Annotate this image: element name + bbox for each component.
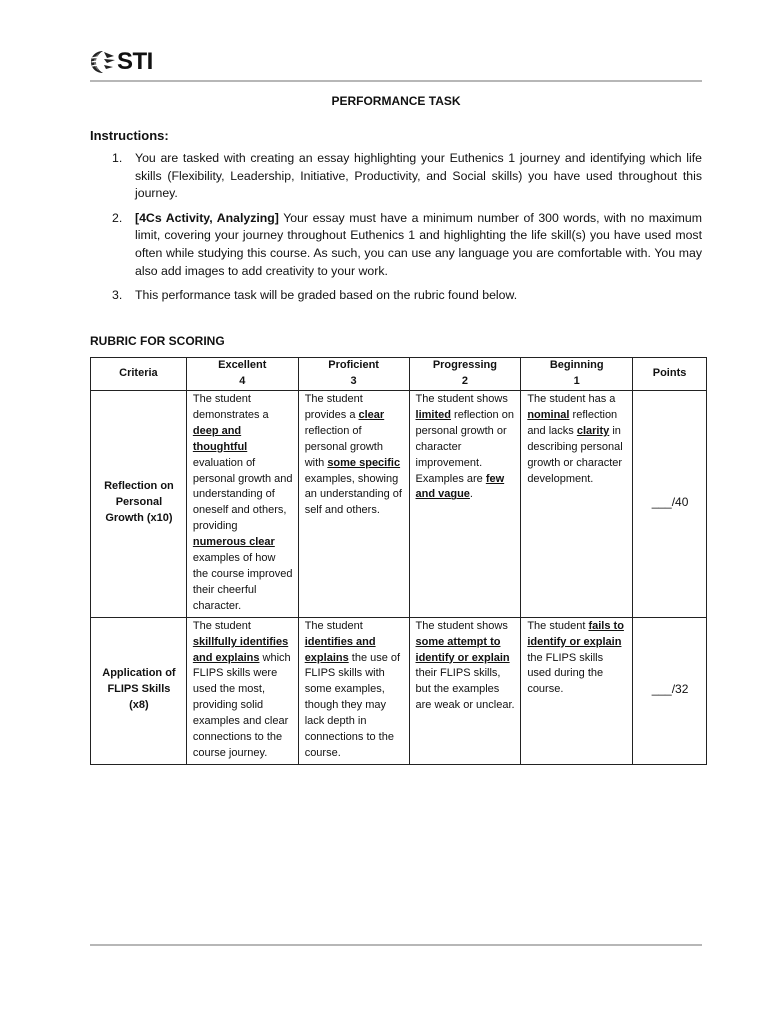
globe-icon — [90, 50, 116, 74]
cell-text: The student — [527, 619, 589, 632]
emphasis-text: clarity — [576, 424, 610, 437]
points-cell: ___/32 — [633, 617, 707, 764]
progressing-cell — [409, 617, 521, 764]
emphasis-text: deep and thoughtful — [192, 424, 248, 453]
excellent-cell — [186, 391, 298, 618]
cell-text: reflection of personal growth with — [304, 424, 383, 469]
cell-text: The student demonstrates a — [192, 393, 269, 421]
item-body: Your essay must have a minimum number of 300 words, with no maximum limit, covering your journey throughout Euthenics 1 and highlighting the life skill(s) you have used most often while studying this course. As such, you can use any language you are comfortable with. You may also add images to add creativity to your work. — [135, 210, 703, 278]
header-points: Points — [633, 358, 707, 391]
cell-text: examples, showing an understanding of self and others. — [304, 472, 402, 517]
emphasis-text: some specific — [327, 456, 401, 469]
cell-text: the use of FLIPS skills with some examples, though they may lack depth in connections to the course. — [304, 651, 401, 759]
cell-text: The student shows — [415, 619, 508, 632]
cell-text: The student — [304, 619, 363, 632]
header-score: 1 — [573, 375, 580, 387]
item-text: You are tasked with creating an essay highlighting your Euthenics 1 journey and identifying which life skills (Flexibility, Leadership, Initiative, Productivity, and Social skills) you have used throughout this journey. — [135, 151, 702, 201]
table-row — [91, 391, 707, 618]
cell-text: The student has a — [527, 393, 616, 405]
item-bold-prefix: [4Cs Activity, Analyzing] — [135, 210, 279, 225]
cell-text: The student shows — [415, 393, 508, 405]
progressing-cell — [409, 391, 521, 618]
footer-divider — [90, 944, 702, 946]
cell-text: the FLIPS skills used during the course. — [527, 651, 604, 696]
header-divider — [90, 80, 702, 82]
header-label: Beginning — [549, 359, 604, 372]
rubric-table — [90, 357, 707, 765]
header-score: 2 — [461, 375, 468, 387]
header-beginning — [521, 358, 633, 391]
emphasis-text: some attempt to identify or explain — [415, 635, 510, 664]
header-score: 4 — [239, 375, 246, 387]
emphasis-text: identifies and explains — [304, 635, 376, 664]
table-row — [91, 617, 707, 764]
cell-text: reflection and lacks — [527, 408, 618, 437]
proficient-cell — [298, 617, 409, 764]
header-excellent — [186, 358, 298, 391]
cell-text: evaluation of personal growth and understanding of oneself and others, providing — [192, 456, 293, 533]
list-item — [90, 210, 702, 280]
item-number: 3. — [112, 288, 123, 303]
emphasis-text: skillfully identifies and explains — [192, 635, 289, 664]
list-item — [90, 150, 702, 203]
instructions-heading: Instructions: — [90, 128, 169, 143]
cell-text: which FLIPS skills were used the most, providing solid examples and clear connections to the course journey. — [192, 651, 291, 759]
cell-text: examples of how the course improved their cheerful character. — [192, 552, 293, 612]
emphasis-text: few and vague — [415, 472, 505, 501]
instructions-list — [90, 150, 702, 312]
emphasis-text: limited — [415, 408, 451, 421]
item-text — [135, 210, 702, 280]
rubric-heading: RUBRIC FOR SCORING — [90, 334, 225, 348]
emphasis-text: fails to identify or explain — [527, 619, 624, 648]
header-label: Proficient — [328, 359, 379, 372]
table-header-row — [91, 358, 707, 391]
sti-logo — [90, 49, 153, 75]
beginning-cell — [521, 617, 633, 764]
cell-text: The student provides a — [304, 393, 363, 421]
item-number: 1. — [112, 151, 123, 165]
emphasis-text: numerous clear — [192, 536, 275, 549]
emphasis-text: clear — [358, 408, 385, 421]
header-criteria: Criteria — [91, 358, 187, 391]
logo-text: STI — [117, 48, 153, 75]
cell-text: The student — [192, 619, 251, 632]
proficient-cell — [298, 391, 409, 618]
list-item — [90, 287, 702, 305]
beginning-cell — [521, 391, 633, 618]
cell-text: their FLIPS skills, but the examples are weak or unclear. — [415, 667, 515, 712]
header-score: 3 — [350, 375, 357, 387]
header-label: Progressing — [432, 359, 497, 372]
criteria-cell: Application of FLIPS Skills (x8) — [91, 617, 187, 764]
item-text: This performance task will be graded based on the rubric found below. — [135, 288, 518, 303]
header-proficient — [298, 358, 409, 391]
criteria-cell: Reflection on Personal Growth (x10) — [91, 391, 187, 618]
cell-text: in describing personal growth or character development. — [527, 424, 623, 485]
cell-text: reflection on personal growth or character improvement. Examples are — [415, 408, 514, 485]
points-cell: ___/40 — [633, 391, 707, 618]
item-number: 2. — [112, 210, 123, 225]
cell-text: . — [469, 488, 473, 501]
header-progressing — [409, 358, 521, 391]
header-label: Excellent — [218, 359, 267, 372]
excellent-cell — [186, 617, 298, 764]
emphasis-text: nominal — [527, 408, 570, 421]
page-title: PERFORMANCE TASK — [331, 94, 461, 108]
